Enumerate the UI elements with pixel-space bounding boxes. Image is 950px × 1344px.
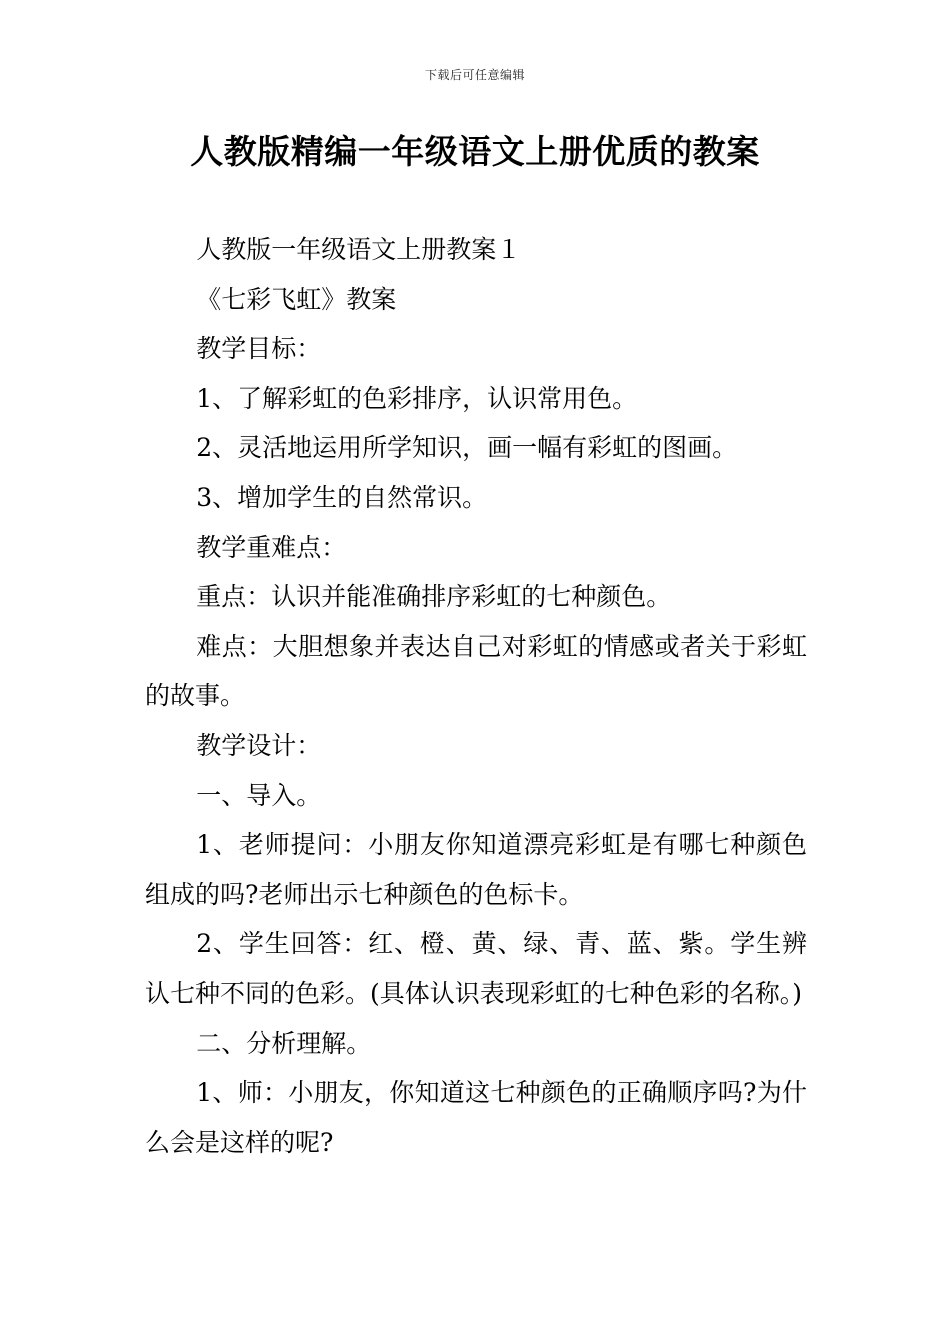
paragraph-lesson-heading: 人教版一年级语文上册教案１ <box>196 235 522 264</box>
paragraph-goal-3: 3、增加学生的自然常识。 <box>196 482 488 512</box>
header-note: 下载后可任意编辑 <box>424 68 525 82</box>
paragraph-section-1-item-2: 2、学生回答：红、橙、黄、绿、青、蓝、紫。学生辨认七种不同的色彩。(具体认识表现彩虹的七种色彩的名称。) <box>145 929 807 1008</box>
paragraph-section-2-item-1: 1、师：小朋友，你知道这七种颜色的正确顺序吗?为什么会是这样的呢? <box>145 1078 807 1157</box>
paragraph-goals-heading: 教学目标： <box>196 334 322 364</box>
paragraph-design-heading: 教学设计： <box>196 730 322 760</box>
paragraph-key-points-heading: 教学重难点： <box>196 532 347 562</box>
paragraph-key-point: 重点：认识并能准确排序彩虹的七种颜色。 <box>196 582 672 612</box>
paragraph-difficult-point: 难点：大胆想象并表达自己对彩虹的情感或者关于彩虹的故事。 <box>145 631 807 711</box>
paragraph-section-1-item-1: 1、老师提问：小朋友你知道漂亮彩虹是有哪七种颜色组成的吗?老师出示七种颜色的色标卡。 <box>145 830 807 909</box>
paragraph-goal-1: 1、了解彩虹的色彩排序，认识常用色。 <box>196 383 638 413</box>
document-title: 人教版精编一年级语文上册优质的教案 <box>190 132 760 171</box>
paragraph-lesson-title: 《七彩飞虹》教案 <box>196 284 397 314</box>
document-body <box>145 225 807 1167</box>
paragraph-section-2-heading: 二、分析理解。 <box>196 1028 372 1058</box>
paragraph-goal-2: 2、灵活地运用所学知识，画一幅有彩虹的图画。 <box>196 433 738 463</box>
paragraph-section-1-heading: 一、导入。 <box>196 780 322 810</box>
